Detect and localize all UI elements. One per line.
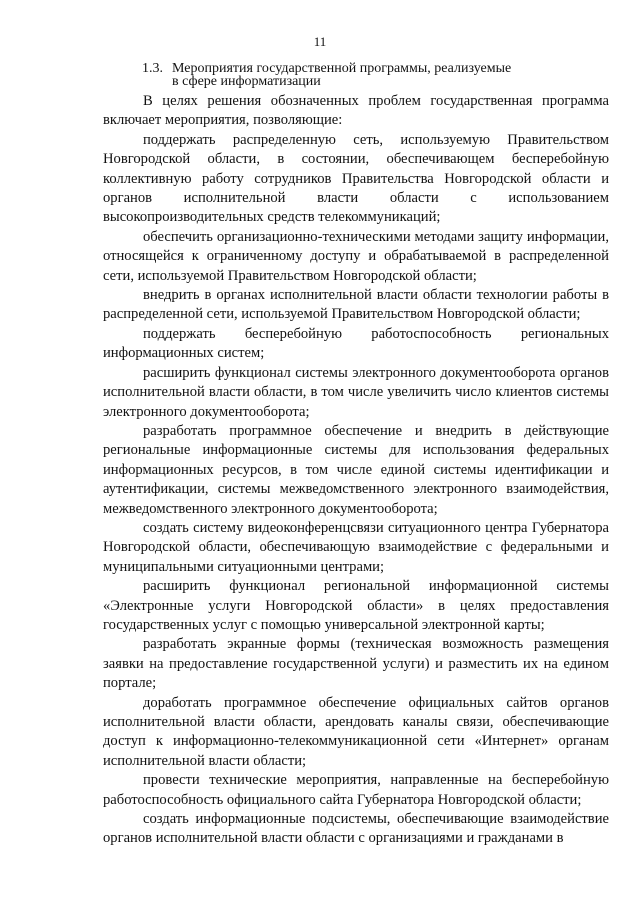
paragraph-item: доработать программное обеспечение официальных сайтов органов исполнительной власти области, арендовать каналы связи, обеспечивающие доступ к информационно-телекоммуникационной сети «Интернет» органам исполнительной власти области; [103, 694, 609, 769]
paragraph-item: расширить функционал региональной информационной системы «Электронные услуги Новгородской области» в целях предоставления государственных услуг с помощью универсальной электронной карты; [103, 578, 609, 633]
section-title-line-1: Мероприятия государственной программы, реализуемые [172, 61, 512, 76]
section-title-line-2: в сфере информатизации [172, 74, 321, 89]
paragraph-item: обеспечить организационно-техническими методами защиту информации, относящейся к ограниченному доступу и обрабатываемой в распределенной сети, используемой Правительством Новгородской области; [103, 228, 609, 284]
paragraph-item: провести технические мероприятия, направленные на бесперебойную работоспособность официального сайта Губернатора Новгородской области; [103, 772, 609, 808]
paragraph-intro: В целях решения обозначенных проблем государственная программа включает мероприятия, позволяющие: [103, 93, 609, 129]
paragraph-item: внедрить в органах исполнительной власти области технологии работы в распределенной сети, используемой Правительством Новгородской области; [103, 287, 609, 323]
body-text [103, 92, 609, 849]
page-number: 11 [313, 34, 327, 49]
paragraph-item: создать информационные подсистемы, обеспечивающие взаимодействие органов исполнительной власти области с организациями и гражданами в [103, 811, 609, 847]
section-heading [142, 62, 582, 88]
paragraph-item: расширить функционал системы электронного документооборота органов исполнительной власти области, в том числе увеличить число клиентов системы электронного документооборота; [103, 364, 609, 420]
paragraph-item: разработать программное обеспечение и внедрить в действующие региональные информационные системы для использования федеральных информационных ресурсов, в том числе единой системы идентификации и аутентификации, системы межведомственного электронного взаимодействия, межведомственного электронного документооборота; [103, 422, 609, 517]
paragraph-item: поддержать распределенную сеть, используемую Правительством Новгородской области, в состоянии, обеспечивающем бесперебойную коллективную работу сотрудников Правительства Новгородской области и органов исполнительной власти области с использованием высокопроизводительных средств телекоммуникаций; [103, 131, 609, 226]
section-number: 1.3. [142, 61, 163, 76]
paragraph-item: создать систему видеоконференцсвязи ситуационного центра Губернатора Новгородской области, обеспечивающую взаимодействие с федеральными и муниципальными ситуационными центрами; [103, 519, 609, 575]
paragraph-item: разработать экранные формы (техническая возможность размещения заявки на предоставление государственной услуги) и разместить их на едином портале; [103, 636, 609, 692]
paragraph-item: поддержать бесперебойную работоспособность региональных информационных систем; [103, 325, 609, 362]
